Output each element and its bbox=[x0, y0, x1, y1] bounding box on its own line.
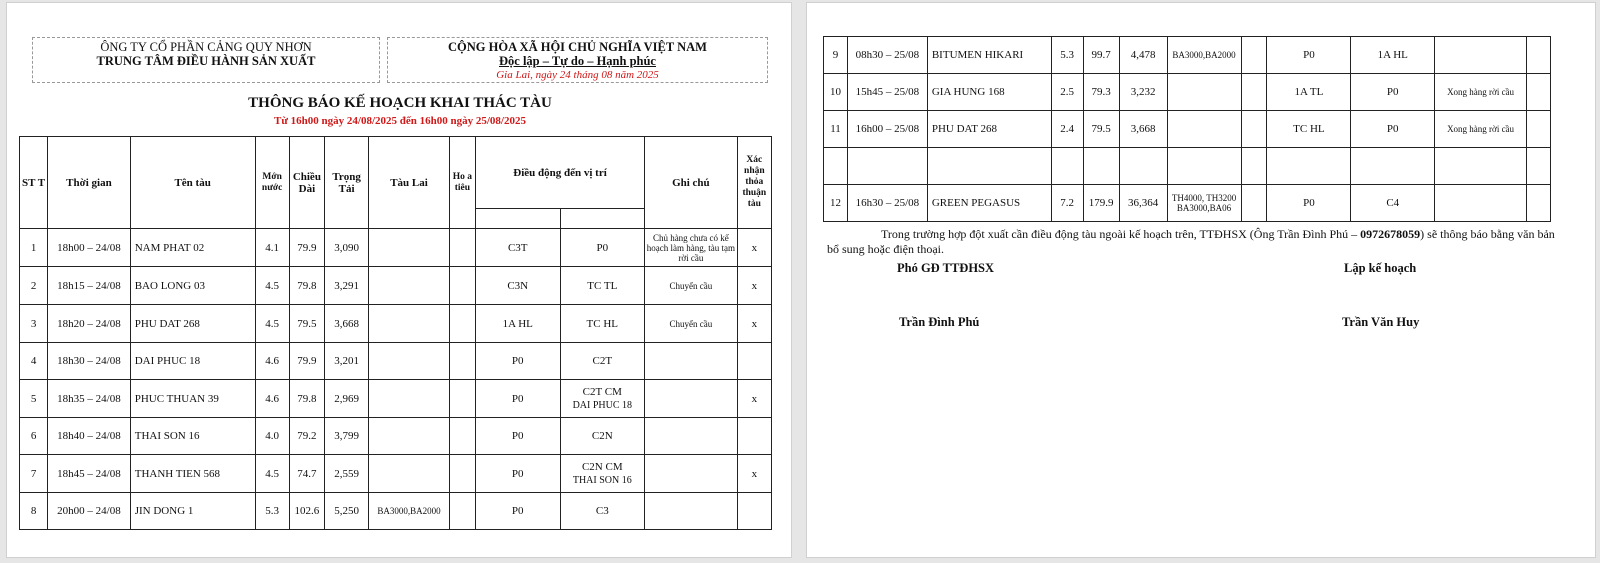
header-confirm: Xác nhận thỏa thuận tàu bbox=[737, 137, 771, 229]
date-line: Gia Lai, ngày 24 tháng 08 năm 2025 bbox=[496, 69, 659, 81]
cell-length: 179.9 bbox=[1083, 185, 1119, 222]
cell-pilot bbox=[1241, 74, 1267, 111]
cell-tug bbox=[369, 455, 450, 493]
cell-time: 18h45 – 24/08 bbox=[48, 455, 131, 493]
cell-tug bbox=[369, 380, 450, 418]
cell-move-from: 1A HL bbox=[475, 305, 560, 343]
header-stt: ST T bbox=[20, 137, 48, 229]
cell-time: 18h35 – 24/08 bbox=[48, 380, 131, 418]
cell-pilot bbox=[449, 229, 475, 267]
cell-note bbox=[645, 380, 738, 418]
cell-stt: 5 bbox=[20, 380, 48, 418]
cell-move-to bbox=[560, 305, 645, 343]
cell-pilot bbox=[449, 418, 475, 455]
cell-tonnage: 3,201 bbox=[324, 343, 368, 380]
cell-move-from: P0 bbox=[475, 493, 560, 530]
move-to-line: TC HL bbox=[586, 317, 619, 330]
cell-draft: 4.5 bbox=[255, 455, 289, 493]
cell-draft: 4.5 bbox=[255, 267, 289, 305]
cell-draft: 4.5 bbox=[255, 305, 289, 343]
cell-stt: 12 bbox=[824, 185, 848, 222]
cell-tug: TH4000, TH3200 BA3000,BA06 bbox=[1167, 185, 1241, 222]
cell-confirm: x bbox=[737, 267, 771, 305]
cell-draft: 4.6 bbox=[255, 343, 289, 380]
cell-tug bbox=[369, 267, 450, 305]
cell-tonnage bbox=[1119, 148, 1167, 185]
cell-tug bbox=[369, 418, 450, 455]
cell-note: Xong hàng rời cầu bbox=[1435, 74, 1527, 111]
cell-tonnage: 3,668 bbox=[1119, 111, 1167, 148]
cell-confirm bbox=[737, 343, 771, 380]
cell-length: 99.7 bbox=[1083, 37, 1119, 74]
cell-tonnage: 5,250 bbox=[324, 493, 368, 530]
cell-length: 79.8 bbox=[289, 267, 324, 305]
cell-pilot bbox=[1241, 185, 1267, 222]
cell-confirm bbox=[1526, 185, 1550, 222]
cell-tonnage: 3,668 bbox=[324, 305, 368, 343]
cell-pilot bbox=[449, 455, 475, 493]
table-row bbox=[20, 493, 772, 530]
document-page-2 bbox=[806, 2, 1596, 558]
move-to-line: THAI SON 16 bbox=[572, 474, 632, 486]
table-row bbox=[20, 380, 772, 418]
signer-name-left: Trần Đình Phú bbox=[899, 315, 980, 329]
table-row bbox=[20, 418, 772, 455]
cell-draft: 4.6 bbox=[255, 380, 289, 418]
cell-tonnage: 3,090 bbox=[324, 229, 368, 267]
cell-tug bbox=[369, 343, 450, 380]
cell-draft: 5.3 bbox=[255, 493, 289, 530]
header-note: Ghi chú bbox=[645, 137, 738, 229]
cell-ship-name: JIN DONG 1 bbox=[130, 493, 255, 530]
table-row bbox=[824, 185, 1551, 222]
cell-length: 79.8 bbox=[289, 380, 324, 418]
move-to-line: C2N bbox=[591, 430, 613, 442]
ship-schedule-table-continued bbox=[823, 36, 1551, 222]
cell-move-to bbox=[560, 380, 645, 418]
motto: Độc lập – Tự do – Hạnh phúc bbox=[499, 54, 656, 68]
cell-confirm: x bbox=[737, 380, 771, 418]
cell-ship-name: DAI PHUC 18 bbox=[130, 343, 255, 380]
department-name: TRUNG TÂM ĐIỀU HÀNH SẢN XUẤT bbox=[96, 54, 316, 68]
cell-ship-name: GREEN PEGASUS bbox=[927, 185, 1051, 222]
cell-note bbox=[1435, 185, 1527, 222]
cell-move-to bbox=[1351, 148, 1435, 185]
table-row bbox=[824, 74, 1551, 111]
cell-note: Chuyển cầu bbox=[645, 267, 738, 305]
cell-length: 79.2 bbox=[289, 418, 324, 455]
table-row bbox=[824, 111, 1551, 148]
cell-move-to: C4 bbox=[1351, 185, 1435, 222]
cell-tug bbox=[1167, 74, 1241, 111]
cell-pilot bbox=[1241, 37, 1267, 74]
cell-stt: 9 bbox=[824, 37, 848, 74]
cell-move-to bbox=[560, 267, 645, 305]
cell-draft: 2.4 bbox=[1051, 111, 1083, 148]
cell-tug: BA3000,BA2000 bbox=[369, 493, 450, 530]
cell-pilot bbox=[1241, 148, 1267, 185]
cell-time: 20h00 – 24/08 bbox=[48, 493, 131, 530]
cell-note bbox=[645, 493, 738, 530]
cell-pilot bbox=[449, 267, 475, 305]
cell-move-from: P0 bbox=[1267, 37, 1351, 74]
cell-length: 79.5 bbox=[289, 305, 324, 343]
cell-length: 79.9 bbox=[289, 343, 324, 380]
cell-note: Chuyển cầu bbox=[645, 305, 738, 343]
header-time: Thời gian bbox=[48, 137, 131, 229]
header-length: Chiều Dài bbox=[289, 137, 324, 229]
document-page-1 bbox=[6, 2, 792, 558]
cell-length: 79.9 bbox=[289, 229, 324, 267]
cell-time: 16h00 – 25/08 bbox=[847, 111, 927, 148]
cell-stt: 7 bbox=[20, 455, 48, 493]
table-row bbox=[824, 37, 1551, 74]
cell-stt: 1 bbox=[20, 229, 48, 267]
cell-tonnage: 3,799 bbox=[324, 418, 368, 455]
cell-move-from: C3T bbox=[475, 229, 560, 267]
cell-move-from: P0 bbox=[475, 418, 560, 455]
cell-confirm: x bbox=[737, 229, 771, 267]
cell-draft: 7.2 bbox=[1051, 185, 1083, 222]
cell-move-from: P0 bbox=[1267, 185, 1351, 222]
cell-note: Xong hàng rời cầu bbox=[1435, 111, 1527, 148]
cell-tug bbox=[369, 229, 450, 267]
cell-time: 18h40 – 24/08 bbox=[48, 418, 131, 455]
cell-tug bbox=[1167, 111, 1241, 148]
note-phone: 0972678059 bbox=[1360, 227, 1421, 241]
cell-confirm bbox=[737, 418, 771, 455]
signer-role-left: Phó GĐ TTĐHSX bbox=[897, 261, 995, 275]
cell-move-from: P0 bbox=[475, 343, 560, 380]
table-row bbox=[20, 267, 772, 305]
cell-move-to: P0 bbox=[1351, 111, 1435, 148]
cell-draft: 2.5 bbox=[1051, 74, 1083, 111]
move-to-line: DAI PHUC 18 bbox=[572, 399, 633, 411]
cell-ship-name: PHUC THUAN 39 bbox=[130, 380, 255, 418]
cell-time: 08h30 – 25/08 bbox=[847, 37, 927, 74]
cell-time: 16h30 – 25/08 bbox=[847, 185, 927, 222]
cell-stt: 3 bbox=[20, 305, 48, 343]
cell-time: 18h15 – 24/08 bbox=[48, 267, 131, 305]
cell-ship-name: NAM PHAT 02 bbox=[130, 229, 255, 267]
cell-confirm bbox=[1526, 148, 1550, 185]
cell-move-to bbox=[560, 418, 645, 455]
cell-pilot bbox=[449, 493, 475, 530]
move-to-line: TC TL bbox=[587, 279, 618, 292]
cell-move-to bbox=[560, 493, 645, 530]
table-row bbox=[20, 229, 772, 267]
table-row bbox=[20, 343, 772, 380]
cell-draft bbox=[1051, 148, 1083, 185]
cell-length: 79.5 bbox=[1083, 111, 1119, 148]
cell-ship-name: GIA HUNG 168 bbox=[927, 74, 1051, 111]
cell-pilot bbox=[449, 380, 475, 418]
cell-note bbox=[1435, 148, 1527, 185]
cell-ship-name bbox=[927, 148, 1051, 185]
header-move-from bbox=[475, 209, 560, 229]
cell-ship-name: THAI SON 16 bbox=[130, 418, 255, 455]
move-to-line: C2N CM bbox=[581, 460, 623, 473]
header-draft: Mớn nước bbox=[255, 137, 289, 229]
table-row bbox=[824, 148, 1551, 185]
header-move-to: Điều động đến vị trí bbox=[475, 137, 644, 209]
cell-ship-name: PHU DAT 268 bbox=[927, 111, 1051, 148]
cell-move-from: P0 bbox=[475, 455, 560, 493]
document-title: THÔNG BÁO KẾ HOẠCH KHAI THÁC TÀU bbox=[248, 95, 552, 111]
cell-tonnage: 4,478 bbox=[1119, 37, 1167, 74]
cell-confirm bbox=[1526, 37, 1550, 74]
cell-note bbox=[645, 418, 738, 455]
nation-header bbox=[387, 37, 768, 83]
move-to-line: C2T CM bbox=[582, 385, 622, 398]
cell-tonnage: 2,969 bbox=[324, 380, 368, 418]
cell-move-from: P0 bbox=[475, 380, 560, 418]
cell-move-from bbox=[1267, 148, 1351, 185]
cell-move-to: 1A HL bbox=[1351, 37, 1435, 74]
footer-note bbox=[827, 227, 1567, 257]
cell-length bbox=[1083, 148, 1119, 185]
cell-stt: 4 bbox=[20, 343, 48, 380]
cell-note bbox=[645, 455, 738, 493]
nation-name: CỘNG HÒA XÃ HỘI CHỦ NGHĨA VIỆT NAM bbox=[448, 40, 707, 54]
cell-pilot bbox=[449, 343, 475, 380]
ship-schedule-table bbox=[19, 136, 772, 530]
cell-stt: 11 bbox=[824, 111, 848, 148]
cell-draft: 5.3 bbox=[1051, 37, 1083, 74]
cell-ship-name: BAO LONG 03 bbox=[130, 267, 255, 305]
cell-length: 102.6 bbox=[289, 493, 324, 530]
cell-confirm bbox=[1526, 74, 1550, 111]
cell-tonnage: 3,232 bbox=[1119, 74, 1167, 111]
cell-move-to: P0 bbox=[1351, 74, 1435, 111]
cell-move-from: C3N bbox=[475, 267, 560, 305]
header-tug: Tàu Lai bbox=[369, 137, 450, 229]
cell-time: 15h45 – 25/08 bbox=[847, 74, 927, 111]
cell-move-to bbox=[560, 455, 645, 493]
cell-tug bbox=[369, 305, 450, 343]
company-header bbox=[32, 37, 380, 83]
cell-time bbox=[847, 148, 927, 185]
header-ship-name: Tên tàu bbox=[130, 137, 255, 229]
cell-stt: 8 bbox=[20, 493, 48, 530]
move-to-line: C3 bbox=[595, 505, 609, 517]
note-prefix: Trong trường hợp đột xuất cần điều động tàu ngoài kế hoạch trên, TTĐHSX (Ông Trần Đình Phú – bbox=[881, 227, 1361, 241]
signer-name-right: Trần Văn Huy bbox=[1342, 315, 1420, 329]
cell-note: Chủ hàng chưa có kế hoạch làm hàng, tàu tạm rời cầu bbox=[645, 229, 738, 267]
cell-ship-name: THANH TIEN 568 bbox=[130, 455, 255, 493]
cell-tonnage: 2,559 bbox=[324, 455, 368, 493]
cell-stt: 2 bbox=[20, 267, 48, 305]
cell-pilot bbox=[449, 305, 475, 343]
cell-length: 79.3 bbox=[1083, 74, 1119, 111]
cell-tug: BA3000,BA2000 bbox=[1167, 37, 1241, 74]
cell-move-from: 1A TL bbox=[1267, 74, 1351, 111]
cell-move-to bbox=[560, 229, 645, 267]
move-to-line: C2T bbox=[592, 355, 613, 367]
cell-confirm bbox=[1526, 111, 1550, 148]
table-row bbox=[20, 305, 772, 343]
cell-confirm bbox=[737, 493, 771, 530]
cell-note bbox=[1435, 37, 1527, 74]
cell-note bbox=[645, 343, 738, 380]
cell-length: 74.7 bbox=[289, 455, 324, 493]
move-to-line: P0 bbox=[596, 241, 609, 254]
cell-stt bbox=[824, 148, 848, 185]
table-row bbox=[20, 455, 772, 493]
cell-draft: 4.1 bbox=[255, 229, 289, 267]
header-pilot: Ho a tiêu bbox=[449, 137, 475, 229]
company-name: ÔNG TY CỔ PHẦN CẢNG QUY NHƠN bbox=[100, 40, 312, 54]
cell-stt: 10 bbox=[824, 74, 848, 111]
signer-role-right: Lập kế hoạch bbox=[1344, 261, 1417, 275]
cell-draft: 4.0 bbox=[255, 418, 289, 455]
cell-ship-name: PHU DAT 268 bbox=[130, 305, 255, 343]
cell-tonnage: 3,291 bbox=[324, 267, 368, 305]
header-move-target bbox=[560, 209, 645, 229]
cell-ship-name: BITUMEN HIKARI bbox=[927, 37, 1051, 74]
cell-tug bbox=[1167, 148, 1241, 185]
cell-confirm: x bbox=[737, 455, 771, 493]
cell-move-to bbox=[560, 343, 645, 380]
cell-move-from: TC HL bbox=[1267, 111, 1351, 148]
cell-tonnage: 36,364 bbox=[1119, 185, 1167, 222]
cell-time: 18h00 – 24/08 bbox=[48, 229, 131, 267]
note-suffix: ) sẽ thông báo bằng văn bản bổ sung hoặc điện thoại. bbox=[827, 227, 1555, 256]
header-tonnage: Trọng Tải bbox=[324, 137, 368, 229]
cell-confirm: x bbox=[737, 305, 771, 343]
cell-time: 18h20 – 24/08 bbox=[48, 305, 131, 343]
cell-pilot bbox=[1241, 111, 1267, 148]
cell-time: 18h30 – 24/08 bbox=[48, 343, 131, 380]
document-subtitle: Từ 16h00 ngày 24/08/2025 đến 16h00 ngày 25/08/2025 bbox=[273, 115, 526, 127]
cell-stt: 6 bbox=[20, 418, 48, 455]
